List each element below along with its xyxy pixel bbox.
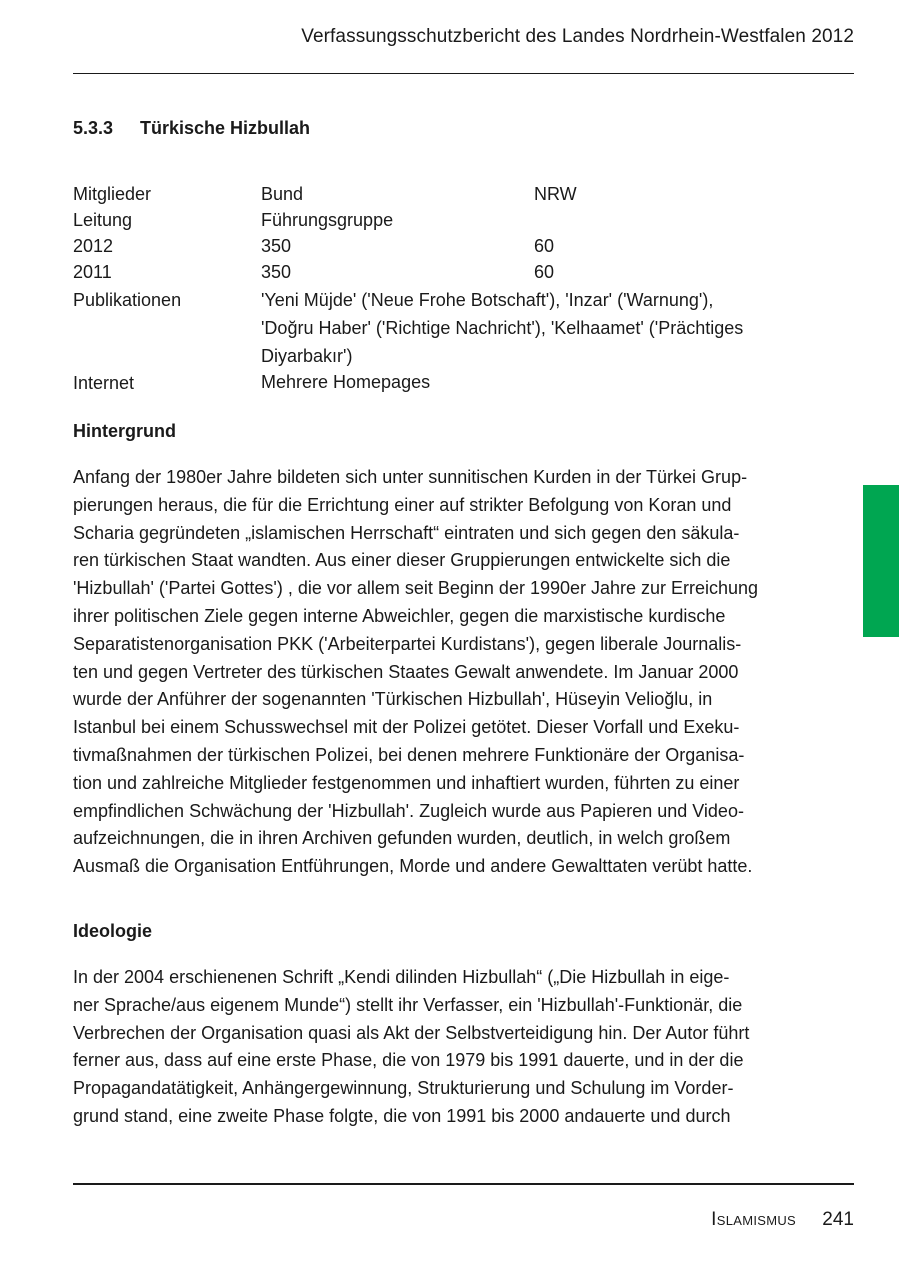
facts-label: Publikationen	[73, 290, 182, 310]
paragraph-line: ihrer politischen Ziele gegen interne Abweichler, gegen die marxistische kurdische	[73, 605, 726, 626]
paragraph-line: Ausmaß die Organisation Entführungen, Morde und andere Gewalttaten verübt hatte.	[73, 856, 753, 877]
facts-row-members	[73, 181, 833, 207]
paragraph-line: ner Sprache/aus eigenem Munde“) stellt ihr Verfasser, ein 'Hizbullah'-Funktionär, die	[73, 994, 743, 1015]
footer-section-label: Islamismus	[711, 1209, 796, 1230]
paragraph-line: pierungen heraus, die für die Errichtung einer auf strikter Befolgung von Koran und	[73, 494, 732, 515]
facts-label: Leitung	[73, 210, 133, 230]
paragraph-line: tivmaßnahmen der türkischen Polizei, bei denen mehrere Funktionäre der Organisa-	[73, 744, 745, 765]
header-rule	[73, 73, 854, 74]
paragraph-line: Istanbul bei einem Schusswechsel mit der Polizei getötet. Dieser Vorfall und Exeku-	[73, 717, 740, 738]
paragraph-line: tion und zahlreiche Mitglieder festgenommen und inhaftiert wurden, führten zu einer	[73, 772, 740, 793]
paragraph-line: grund stand, eine zweite Phase folgte, die von 1991 bis 2000 andauerte und durch	[73, 1105, 731, 1126]
hintergrund-paragraph	[73, 464, 818, 881]
facts-value	[534, 207, 833, 233]
facts-col-nrw: NRW	[534, 184, 577, 204]
facts-label: 2011	[73, 262, 112, 282]
facts-value: Führungsgruppe	[261, 210, 394, 230]
paragraph-line: Separatistenorganisation PKK ('Arbeiterpartei Kurdistans'), gegen liberale Journalis-	[73, 633, 742, 654]
facts-row-publications	[73, 286, 833, 370]
publications-line: 'Yeni Müjde' ('Neue Frohe Botschaft'), 'Inzar' ('Warnung'),	[261, 290, 714, 310]
paragraph-line: Verbrechen der Organisation quasi als Akt der Selbstverteidigung hin. Der Autor führt	[73, 1022, 750, 1043]
facts-label: Mitglieder	[73, 184, 152, 204]
facts-label: Internet	[73, 373, 135, 393]
footer-rule	[73, 1183, 854, 1185]
paragraph-line: In der 2004 erschienenen Schrift „Kendi dilinden Hizbullah“ („Die Hizbullah in eige-	[73, 967, 730, 987]
running-header: Verfassungsschutzbericht des Landes Nordrhein-Westfalen 2012	[301, 26, 854, 47]
page-number: 241	[822, 1209, 854, 1230]
paragraph-line: wurde der Anführer der sogenannten 'Türkischen Hizbullah', Hüseyin Velioğlu, in	[73, 689, 713, 710]
facts-value: 60	[534, 236, 555, 256]
hintergrund-heading: Hintergrund	[73, 421, 176, 441]
paragraph-line: 'Hizbullah' ('Partei Gottes') , die vor allem seit Beginn der 1990er Jahre zur Erreichung	[73, 578, 759, 599]
paragraph-line: Scharia gegründeten „islamischen Herrschaft“ eintraten und sich gegen den säkula-	[73, 522, 740, 543]
paragraph-line: Anfang der 1980er Jahre bildeten sich unter sunnitischen Kurden in der Türkei Grup-	[73, 467, 748, 487]
section-title: Türkische Hizbullah	[140, 118, 311, 138]
facts-value: 60	[534, 262, 555, 282]
paragraph-line: ferner aus, dass auf eine erste Phase, die von 1979 bis 1991 dauerte, und in der die	[73, 1050, 744, 1071]
paragraph-line: empfindlichen Schwächung der 'Hizbullah'. Zugleich wurde aus Papieren und Video-	[73, 800, 744, 821]
ideologie-heading: Ideologie	[73, 921, 153, 941]
facts-row-2012	[73, 233, 833, 259]
paragraph-line: aufzeichnungen, die in ihren Archiven gefunden wurden, deutlich, in welch großem	[73, 828, 731, 849]
section-heading	[73, 118, 310, 139]
paragraph-line: ten und gegen Vertreter des türkischen Staates Gewalt anwendete. Im Januar 2000	[73, 661, 739, 682]
facts-publications-value	[261, 286, 833, 370]
paragraph-line: ren türkischen Staat wandten. Aus einer dieser Gruppierungen entwickelte sich die	[73, 550, 731, 571]
publications-line: Diyarbakır')	[261, 346, 353, 366]
chapter-thumb-tab	[863, 485, 899, 637]
facts-row-leadership	[73, 207, 833, 233]
facts-row-2011	[73, 259, 833, 285]
facts-row-internet	[73, 370, 833, 396]
facts-col-bund: Bund	[261, 184, 304, 204]
facts-table	[73, 181, 833, 396]
facts-value: 350	[261, 236, 292, 256]
facts-label: 2012	[73, 236, 114, 256]
facts-value: Mehrere Homepages	[261, 372, 431, 392]
facts-value: 350	[261, 262, 292, 282]
section-number: 5.3.3	[73, 118, 114, 138]
paragraph-line: Propagandatätigkeit, Anhängergewinnung, Strukturierung und Schulung im Vorder-	[73, 1078, 734, 1099]
publications-line: 'Doğru Haber' ('Richtige Nachricht'), 'Kelhaamet' ('Prächtiges	[261, 318, 744, 338]
ideologie-paragraph	[73, 964, 818, 1131]
